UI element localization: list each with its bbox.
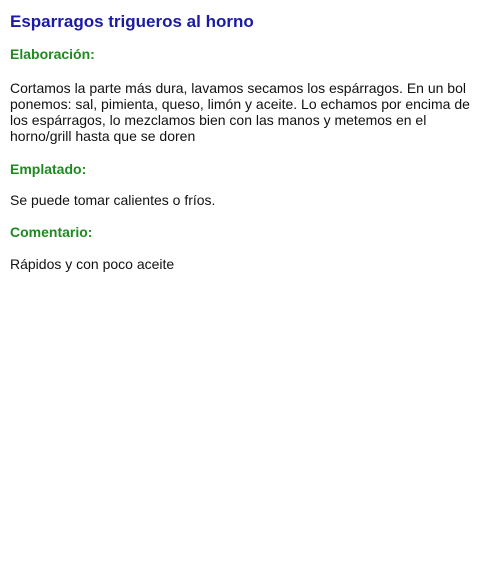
comentario-text: Rápidos y con poco aceite bbox=[10, 256, 175, 272]
elaboracion-text: Cortamos la parte más dura, lavamos secamos los espárragos. En un bol ponemos: sal, pimienta, queso, limón y aceite. Lo echamos por encima de los espárragos, lo mezclamos bien con las manos y metemos en el horno/grill hasta que se doren bbox=[10, 80, 470, 144]
elaboracion-heading: Elaboración: bbox=[10, 46, 95, 62]
recipe-title: Esparragos trigueros al horno bbox=[10, 12, 254, 31]
comentario-heading: Comentario: bbox=[10, 224, 93, 240]
emplatado-heading: Emplatado: bbox=[10, 161, 87, 177]
emplatado-text: Se puede tomar calientes o fríos. bbox=[10, 192, 216, 208]
